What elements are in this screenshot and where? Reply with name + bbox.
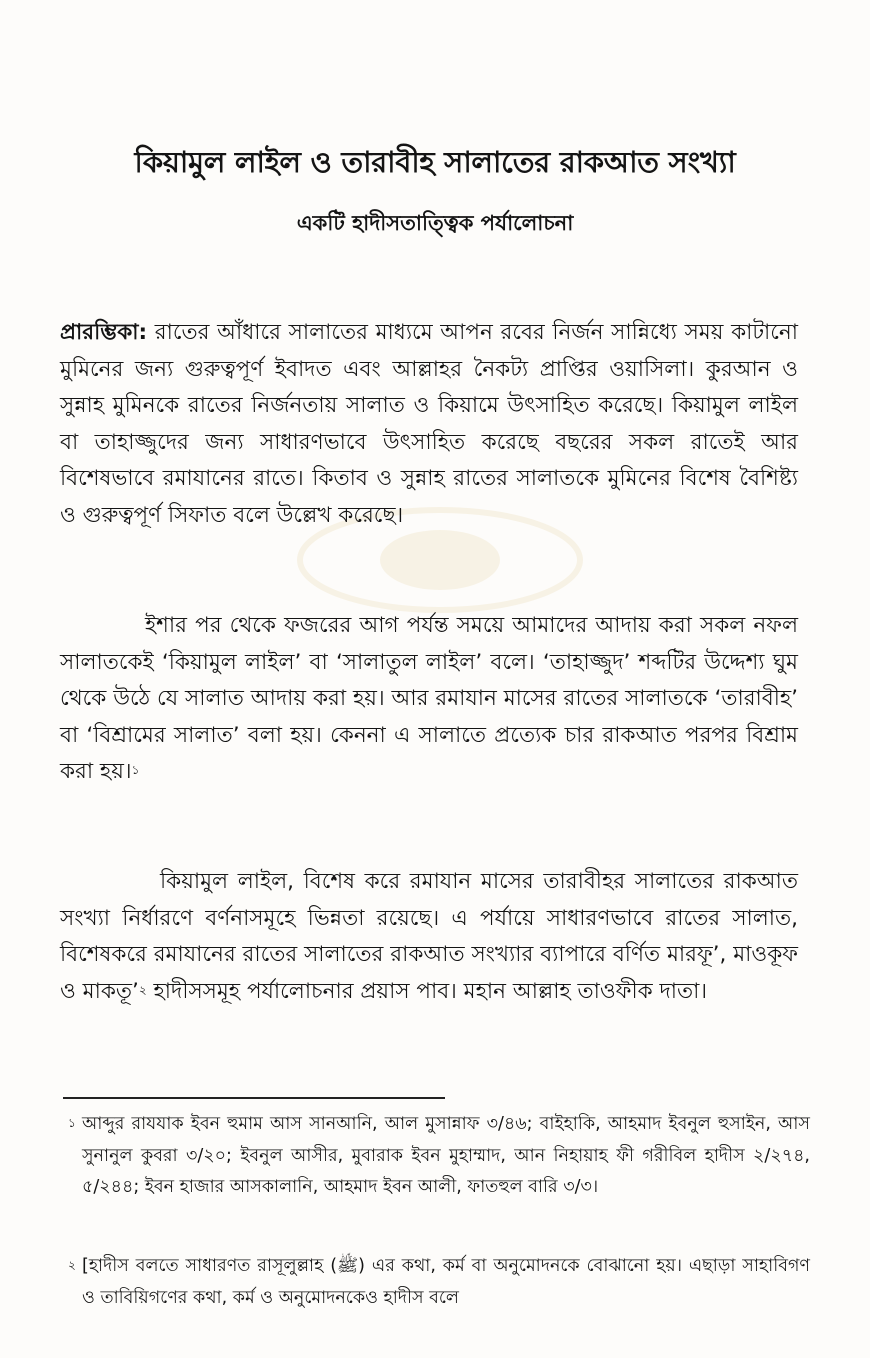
footnote-1-number: ১ (68, 1116, 76, 1130)
paragraph-scope (60, 864, 798, 1010)
footnote-2-number: ২ (68, 1258, 76, 1272)
definitions-text: ইশার পর থেকে ফজরের আগ পর্যন্ত সময়ে আমাদের আদায় করা সকল নফল সালাতকেই ‘কিয়ামুল লাইল’ বা ‘সালাতুল লাইল’ বলে। ‘তাহাজ্জুদ’ শব্দটির উদ্দেশ্য ঘুম থেকে উঠে যে সালাত আদায় করা হয়। আর রমাযান মাসের রাতের সালাতকে ‘তারাবীহ’ বা ‘বিশ্রামের সালাত’ বলা হয়। কেননা এ সালাতে প্রত্যেক চার রাকআত পরপর বিশ্রাম করা হয়। (60, 613, 798, 785)
footnote-2-text: [হাদীস বলতে সাধারণত রাসূলুল্লাহ (ﷺ) এর কথা, কর্ম বা অনুমোদনকে বোঝানো হয়। এছাড়া সাহাবিগণ ও তাবিয়িগণের কথা, কর্ম ও অনুমোদনকেও হাদীস বলে (82, 1256, 810, 1308)
footnote-ref-2[interactable]: ২ (138, 982, 147, 997)
intro-lead: প্রারম্ভিকা: (60, 320, 148, 345)
intro-text: রাতের আঁধারে সালাতের মাধ্যমে আপন রবের নির্জন সান্নিধ্যে সময় কাটানো মুমিনের জন্য গুরুত্বপূর্ণ ইবাদত এবং আল্লাহর নৈকট্য প্রাপ্তির ওয়াসিলা। কুরআন ও সুন্নাহ মুমিনকে রাতের নির্জনতায় সালাত ও কিয়ামে উৎসাহিত করেছে। কিয়ামুল লাইল বা তাহাজ্জুদের জন্য সাধারণভাবে উৎসাহিত করেছে বছরের সকল রাতেই আর বিশেষভাবে রমাযানের রাতে। কিতাব ও সুন্নাহ রাতের সালাতকে মুমিনের বিশেষ বৈশিষ্ট্য ও গুরুত্বপূর্ণ সিফাত বলে উল্লেখ করেছে। (60, 320, 798, 528)
footnote-divider (63, 1097, 445, 1099)
paragraph-definitions (60, 608, 798, 791)
page-subtitle: একটি হাদীসতাত্ত্বিক পর্যালোচনা (296, 211, 574, 235)
footnote-1-text: আব্দুর রাযযাক ইবন হুমাম আস সানআনি, আল মুসান্নাফ ৩/৪৬; বাইহাকি, আহমাদ ইবনুল হুসাইন, আস সুনানুল কুবরা ৩/২০; ইবনুল আসীর, মুবারাক ইবন মুহাম্মাদ, আন নিহায়াহ ফী গরীবিল হাদীস ২/২৭৪, ৫/২৪৪; ইবন হাজার আসকালানি, আহমাদ ইবন আলী, ফাতহুল বারি ৩/৩। (82, 1114, 810, 1197)
scope-text: কিয়ামুল লাইল, বিশেষ করে রমাযান মাসের তারাবীহর সালাতের রাকআত সংখ্যা নির্ধারণে বর্ণনাসমূহে ভিন্নতা রয়েছে। এ পর্যায়ে সাধারণভাবে রাতের সালাত, বিশেষকরে রমাযানের রাতের সালাতের রাকআত সংখ্যার ব্যাপারে বর্ণিত মারফূ’, মাওকূফ ও মাকতূ’ (60, 869, 798, 1004)
footnote-2 (68, 1251, 810, 1314)
page-title: কিয়ামুল লাইল ও তারাবীহ সালাতের রাকআত সংখ্যা (134, 145, 736, 179)
scope-text-after: হাদীসসমূহ পর্যালোচনার প্রয়াস পাব। মহান আল্লাহ তাওফীক দাতা। (146, 978, 708, 1004)
footnote-1 (68, 1109, 810, 1204)
paragraph-introduction (60, 315, 798, 535)
footnote-ref-1[interactable]: ১ (131, 763, 140, 778)
